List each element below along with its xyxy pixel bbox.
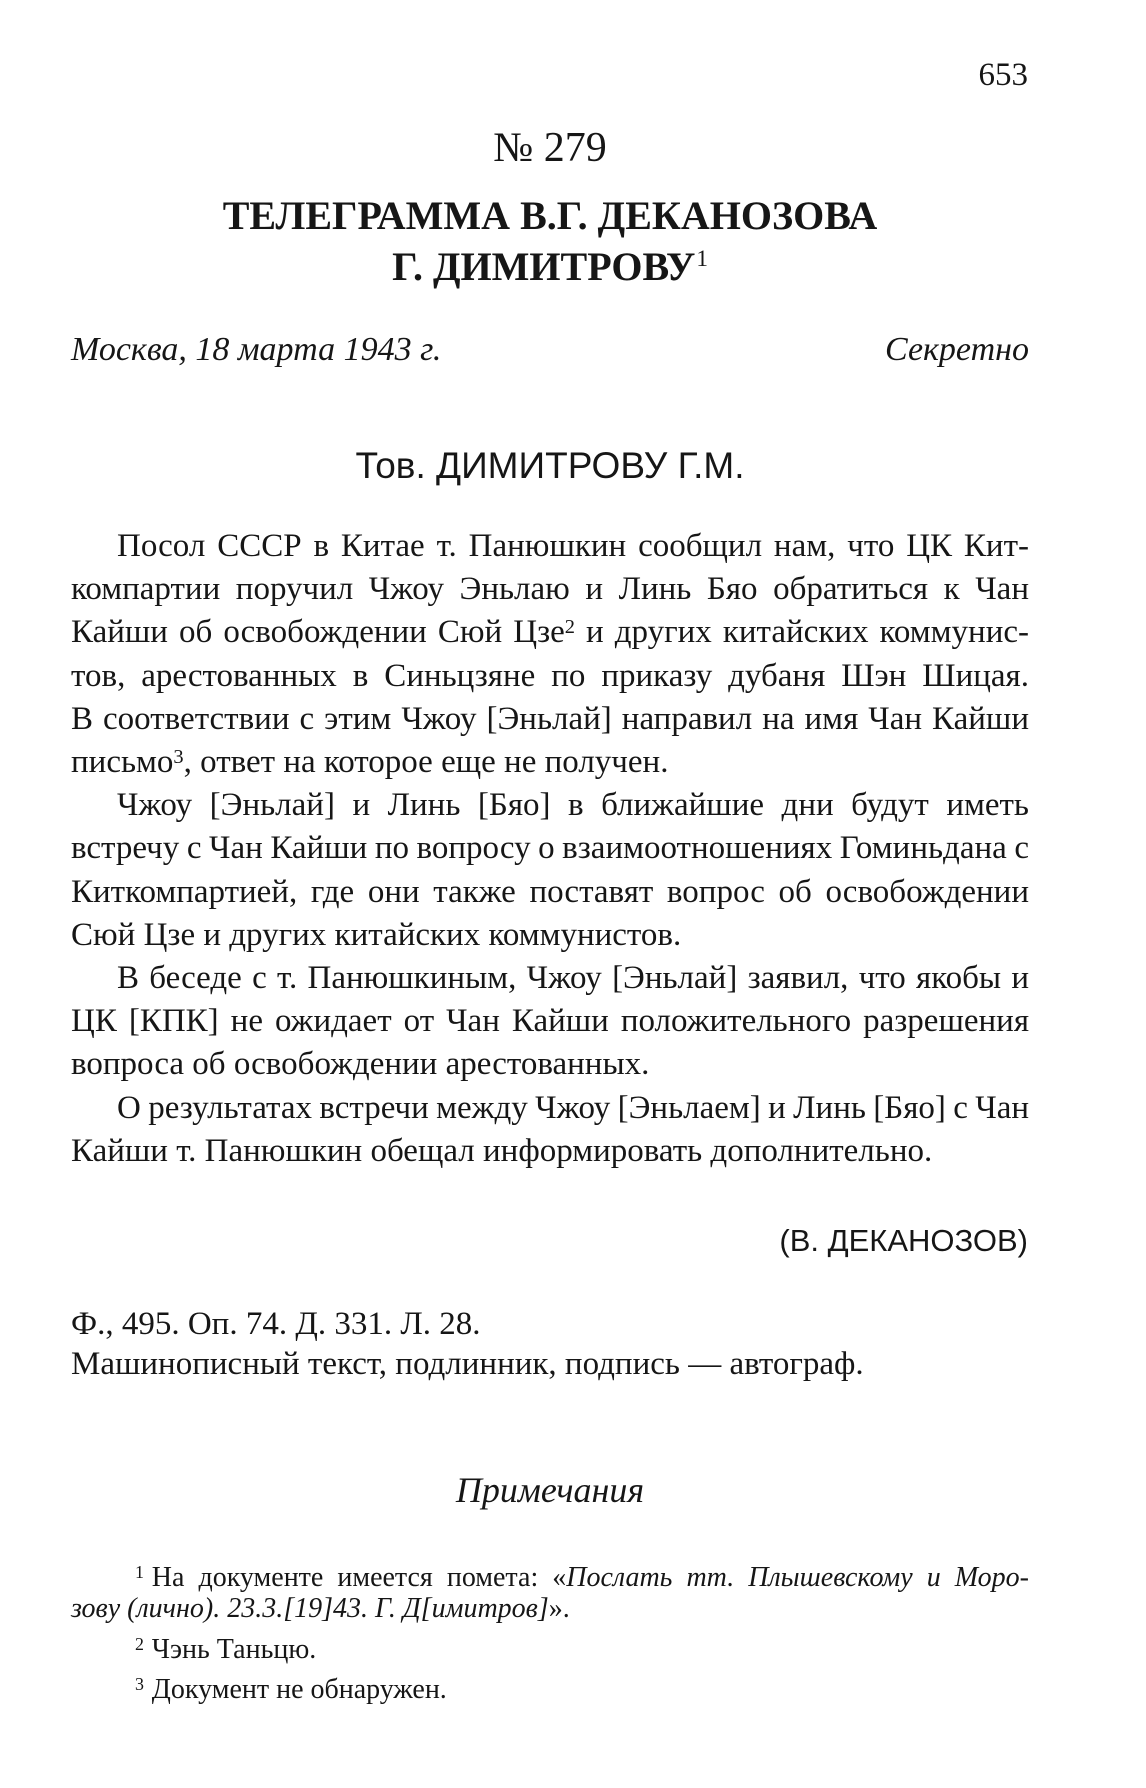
notes-heading: Примечания [455,1470,645,1510]
body-line [71,914,1029,957]
line-text: компартии поручил Чжоу Эньлаю и Линь Бяо обратиться к Чан [71,571,1029,608]
footnote-2 [71,1634,1029,1665]
footnote-quote-end: зову (лично). 23.3.[19]43. Г. Д[имитров] [71,1593,549,1624]
line-text: Посол СССР в Китае т. Панюшкин сообщил нам, что ЦК Кит- [117,528,1029,564]
footnote-text [71,1593,570,1624]
footnote-1 [71,1562,1029,1624]
archive-reference [71,1304,1029,1384]
footnote-3 [71,1674,1029,1705]
footnote-text [135,1562,1029,1593]
line-text-start: письмо [71,744,174,781]
title-line-2 [71,241,1029,292]
line-text [71,614,1029,650]
title-line-1: ТЕЛЕГРАММА В.Г. ДЕКАНОЗОВА [222,193,878,238]
footnote-ref-3: 3 [173,745,184,768]
body-line [71,568,1029,611]
line-text: ЦК [КПК] не ожидает от Чан Кайши положительного разрешения [71,1003,1029,1040]
footnote-ref-2: 2 [564,616,575,639]
footnote-body: Документ не обнаружен. [151,1674,447,1705]
body-line [71,698,1029,741]
body-line [71,655,1029,698]
footnote-text [135,1634,316,1665]
signature: (В. ДЕКАНОЗОВ) [779,1223,1028,1258]
footnote-line [71,1562,1029,1593]
footnote-marker: 3 [135,1674,144,1695]
body-line [71,1087,1029,1130]
line-text: встречу с Чан Кайши по вопросу о взаимоотношениях Гоминьдана с [71,830,1029,867]
line-text: тов, арестованных в Синьцзяне по приказу дубаня Шэн Шицая. [71,657,1029,694]
footnote-text-start: На документе имеется помета: « [151,1562,567,1593]
line-text: О результатах встречи между Чжоу [Эньлаем] и Линь [Бяо] с Чан [117,1089,1029,1126]
footnote-line [71,1674,1029,1705]
line-text: В беседе с т. Панюшкиным, Чжоу [Эньлай] заявил, что якобы и [117,960,1029,997]
title-footnote-ref: 1 [696,246,708,273]
document-title [71,190,1029,292]
footnote-quote-start: Послать тт. Плышевскому и Моро- [566,1562,1029,1593]
paragraph-1 [71,525,1029,784]
page-number: 653 [978,57,1028,93]
line-text: вопроса об освобождении арестованных. [71,1046,650,1083]
dateline [71,330,1029,370]
line-text: Кайши т. Панюшкин обещал информировать дополнительно. [71,1132,933,1169]
body-line [71,741,1029,784]
paragraph-2 [71,784,1029,957]
body-line [71,1130,1029,1173]
telegram-body [71,525,1029,1173]
paragraph-3 [71,957,1029,1087]
body-line [71,784,1029,827]
line-text: Сюй Цзе и других китайских коммунистов. [71,916,682,953]
body-line [71,957,1029,1000]
body-line [71,1000,1029,1043]
line-text: Киткомпартией, где они также поставят вопрос об освобождении [71,873,1029,910]
line-text-end: и других китайских коммунис- [575,614,1030,651]
paragraph-4 [71,1087,1029,1173]
footnote-line [71,1593,1029,1624]
line-text: В соответствии с этим Чжоу [Эньлай] направил на имя Чан Кайши [71,700,1029,737]
footnote-text-end: ». [548,1593,570,1624]
footnote-body: Чэнь Таньцю. [151,1634,317,1665]
body-line [71,525,1029,568]
archive-description: Машинописный текст, подлинник, подпись — автограф. [71,1346,864,1382]
classification-mark: Секретно [885,331,1029,368]
line-text-start: Кайши об освобождении Сюй Цзе [71,614,565,651]
line-text-end: , ответ на которое еще не получен. [183,744,669,781]
body-line [71,827,1029,870]
place-date: Москва, 18 марта 1943 г. [71,331,442,368]
title-line-2-text: Г. ДИМИТРОВУ [392,244,696,289]
footnote-marker: 1 [135,1562,144,1583]
line-text [71,744,668,780]
archive-citation: Ф., 495. Оп. 74. Д. 331. Л. 28. [71,1306,481,1342]
footnote-line [71,1634,1029,1665]
addressee: Тов. ДИМИТРОВУ Г.М. [355,445,745,486]
body-line [71,1043,1029,1086]
footnote-marker: 2 [135,1634,144,1655]
body-line [71,611,1029,654]
footnote-text [135,1674,447,1705]
document-number: № 279 [493,125,607,171]
body-line [71,871,1029,914]
line-text: Чжоу [Эньлай] и Линь [Бяо] в ближайшие дни будут иметь [117,787,1029,824]
